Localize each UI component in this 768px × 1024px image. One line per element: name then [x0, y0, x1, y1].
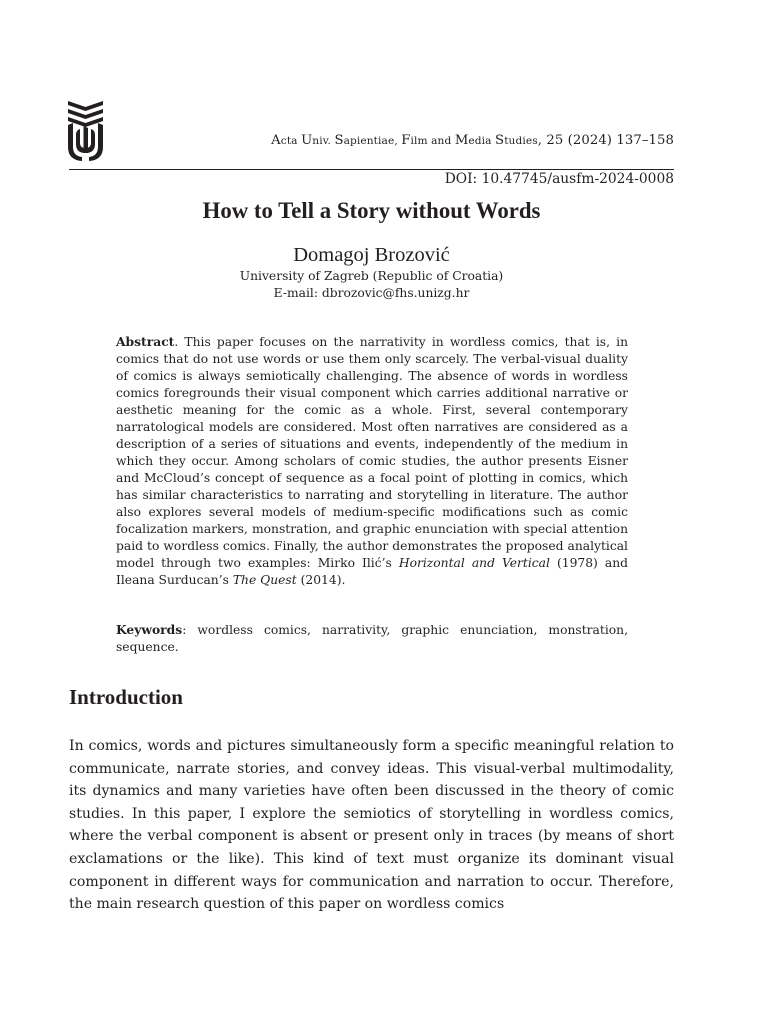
body-paragraph: In comics, words and pictures simultaneously form a specific meaningful relation to communicate, narrate stories, and convey ideas. This visual-verbal multimodality, its dynamics and many varieties have often been discussed in the theory of comic studies. In this paper, I explore the semiotics of storytelling in wordless comics, where the verbal component is absent or present only in traces (by means of short exclamations or the like). This kind of text must organize its dominant visual component in different ways for communication and narration to occur. Therefore, the main research question of this paper on wordless comics — [69, 738, 674, 913]
article-title: How to Tell a Story without Words — [202, 198, 541, 223]
keywords — [116, 621, 628, 656]
section-heading: Introduction — [69, 685, 183, 709]
journal-citation: Acta Univ. Sapientiae, Film and Media Studies, 25 (2024) 137–158 — [271, 133, 674, 148]
author-name: Domagoj Brozović — [293, 244, 450, 266]
keywords-text: : wordless comics, narrativity, graphic enunciation, monstration, sequence. — [116, 623, 628, 654]
abstract-work-title: Horizontal and Vertical — [398, 556, 550, 570]
university-logo-icon — [68, 101, 103, 163]
header-rule — [69, 169, 674, 170]
author-email[interactable]: E-mail: dbrozovic@fhs.unizg.hr — [273, 286, 470, 300]
affiliation: University of Zagreb (Republic of Croatia) — [239, 269, 504, 283]
abstract-text: (1978) and Ileana Surducan’s — [116, 556, 628, 587]
abstract-work-title: The Quest — [232, 573, 297, 587]
doi[interactable]: DOI: 10.47745/ausfm-2024-0008 — [444, 171, 674, 187]
author-affiliation-block — [69, 268, 674, 302]
abstract-text: (2014). — [296, 573, 346, 587]
abstract-text: . This paper focuses on the narrativity in wordless comics, that is, in comics that do not use words or use them only scarcely. The verbal-visual duality of comics is always semiotically challenging. The absence of words in wordless comics foregrounds their visual component which carries additional narrative or aesthetic meaning for the comic as a whole. First, several contemporary narratological models are considered. Most often narratives are considered as a description of a series of situations and events, independently of the medium in which they occur. Among scholars of comic studies, the author presents Eisner and McCloud’s concept of sequence as a focal point of plotting in comics, which has similar characteristics to narrating and storytelling in literature. The author also explores several models of medium-specific modifications such as comic focalization markers, monstration, and graphic enunciation with special attention paid to wordless comics. Finally, the author demonstrates the proposed analytical model through two examples: Mirko Ilić’s — [116, 335, 628, 570]
abstract-label: Abstract — [116, 334, 175, 349]
abstract — [116, 333, 628, 589]
keywords-label: Keywords — [116, 622, 183, 637]
